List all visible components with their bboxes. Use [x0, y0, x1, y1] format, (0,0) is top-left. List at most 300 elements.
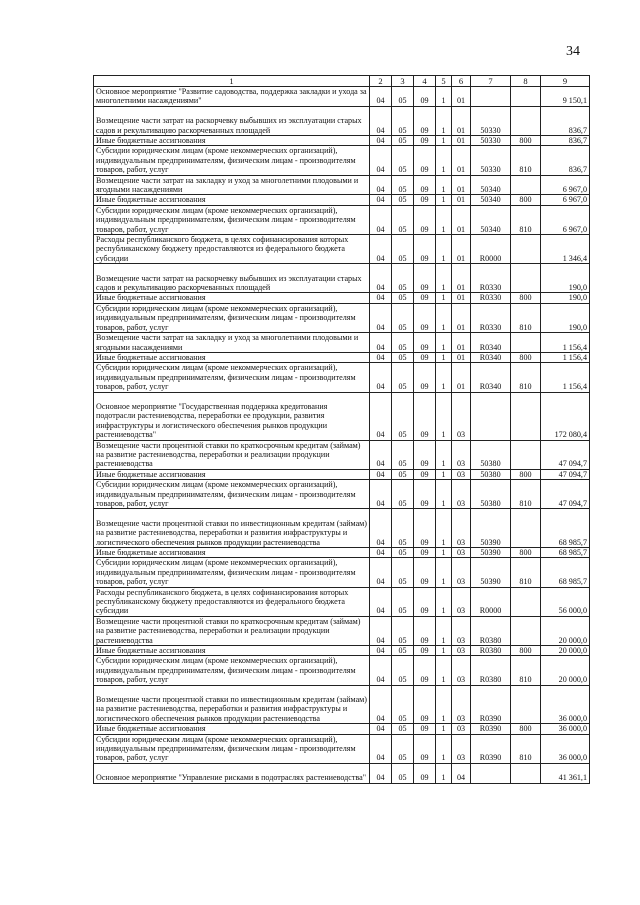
cell-col-2: 04: [370, 734, 392, 763]
cell-col-4: 09: [414, 293, 436, 303]
cell-col-2: 04: [370, 195, 392, 205]
row-description: Субсидии юридическим лицам (кроме некоммерческих организаций), индивидуальным предпринимателям, физическим лицам - производителям товаров, работ, услуг: [94, 480, 370, 509]
table-row: [94, 587, 590, 616]
cell-col-9: 9 150,1: [541, 87, 590, 107]
cell-col-4: 09: [414, 106, 436, 135]
cell-col-9: 68 985,7: [541, 547, 590, 557]
cell-col-5: 1: [436, 136, 452, 146]
cell-col-2: 04: [370, 146, 392, 175]
cell-col-4: 09: [414, 646, 436, 656]
cell-col-3: 05: [392, 558, 414, 587]
cell-col-2: 04: [370, 235, 392, 264]
cell-col-4: 09: [414, 509, 436, 548]
table-row: [94, 547, 590, 557]
cell-col-6: 01: [452, 146, 471, 175]
row-description: Иные бюджетные ассигнования: [94, 547, 370, 557]
cell-col-3: 05: [392, 352, 414, 362]
cell-col-3: 05: [392, 264, 414, 293]
cell-col-3: 05: [392, 616, 414, 645]
cell-col-2: 04: [370, 587, 392, 616]
cell-col-7: 50390: [471, 547, 511, 557]
cell-col-2: 04: [370, 205, 392, 234]
cell-col-2: 04: [370, 136, 392, 146]
table-row: [94, 763, 590, 783]
row-description: Иные бюджетные ассигнования: [94, 724, 370, 734]
cell-col-9: 20 000,0: [541, 656, 590, 685]
cell-col-6: 03: [452, 646, 471, 656]
cell-col-9: 1 156,4: [541, 333, 590, 353]
cell-col-2: 04: [370, 724, 392, 734]
cell-col-4: 09: [414, 392, 436, 440]
column-header-7: 7: [471, 76, 511, 87]
cell-col-6: 03: [452, 509, 471, 548]
cell-col-6: 03: [452, 656, 471, 685]
cell-col-7: R0000: [471, 587, 511, 616]
cell-col-5: 1: [436, 763, 452, 783]
cell-col-7: R0390: [471, 724, 511, 734]
cell-col-5: 1: [436, 480, 452, 509]
cell-col-9: 836,7: [541, 136, 590, 146]
cell-col-2: 04: [370, 656, 392, 685]
cell-col-6: 03: [452, 724, 471, 734]
cell-col-7: R0390: [471, 685, 511, 724]
cell-col-5: 1: [436, 392, 452, 440]
row-description: Расходы республиканского бюджета, в целях софинансирования которых республиканскому бюджету предоставляются из федерального бюджета субсидии: [94, 587, 370, 616]
cell-col-6: 01: [452, 205, 471, 234]
cell-col-3: 05: [392, 195, 414, 205]
cell-col-9: 20 000,0: [541, 616, 590, 645]
cell-col-9: 68 985,7: [541, 558, 590, 587]
cell-col-5: 1: [436, 469, 452, 479]
cell-col-7: 50330: [471, 136, 511, 146]
cell-col-9: 36 000,0: [541, 734, 590, 763]
cell-col-3: 05: [392, 175, 414, 195]
cell-col-7: 50340: [471, 175, 511, 195]
table-row: [94, 136, 590, 146]
cell-col-9: 190,0: [541, 303, 590, 332]
cell-col-8: 810: [511, 146, 541, 175]
cell-col-6: 01: [452, 264, 471, 293]
cell-col-8: [511, 509, 541, 548]
cell-col-5: 1: [436, 106, 452, 135]
cell-col-8: 800: [511, 352, 541, 362]
cell-col-2: 04: [370, 264, 392, 293]
row-description: Возмещение части процентной ставки по инвестиционным кредитам (займам) на развитие растениеводства, переработки и развития инфраструктуры и логистического обеспечения рынков продукции растениеводства: [94, 509, 370, 548]
column-header-3: 3: [392, 76, 414, 87]
cell-col-6: 01: [452, 303, 471, 332]
cell-col-8: [511, 175, 541, 195]
row-description: Субсидии юридическим лицам (кроме некоммерческих организаций), индивидуальным предпринимателям, физическим лицам - производителям товаров, работ, услуг: [94, 205, 370, 234]
table-row: [94, 480, 590, 509]
table-body: [94, 87, 590, 784]
cell-col-5: 1: [436, 558, 452, 587]
cell-col-7: R0390: [471, 734, 511, 763]
cell-col-2: 04: [370, 363, 392, 392]
row-description: Основное мероприятие "Развитие садоводства, поддержка закладки и ухода за многолетними насаждениями": [94, 87, 370, 107]
cell-col-5: 1: [436, 440, 452, 469]
row-description: Иные бюджетные ассигнования: [94, 352, 370, 362]
cell-col-4: 09: [414, 352, 436, 362]
cell-col-8: [511, 587, 541, 616]
row-description: Иные бюджетные ассигнования: [94, 136, 370, 146]
cell-col-7: R0330: [471, 293, 511, 303]
cell-col-3: 05: [392, 106, 414, 135]
cell-col-5: 1: [436, 734, 452, 763]
cell-col-9: 36 000,0: [541, 685, 590, 724]
cell-col-7: 50390: [471, 558, 511, 587]
cell-col-8: [511, 264, 541, 293]
cell-col-3: 05: [392, 440, 414, 469]
cell-col-8: [511, 106, 541, 135]
row-description: Возмещение части затрат на раскорчевку выбывших из эксплуатации старых садов и рекультивацию раскорчеванных площадей: [94, 106, 370, 135]
cell-col-2: 04: [370, 558, 392, 587]
cell-col-4: 09: [414, 734, 436, 763]
cell-col-8: [511, 440, 541, 469]
column-header-8: 8: [511, 76, 541, 87]
cell-col-3: 05: [392, 303, 414, 332]
cell-col-2: 04: [370, 616, 392, 645]
cell-col-8: 800: [511, 547, 541, 557]
table-row: [94, 264, 590, 293]
row-description: Возмещение части затрат на раскорчевку выбывших из эксплуатации старых садов и рекультивацию раскорчеванных площадей: [94, 264, 370, 293]
table-row: [94, 235, 590, 264]
cell-col-4: 09: [414, 469, 436, 479]
cell-col-4: 09: [414, 146, 436, 175]
cell-col-7: R0340: [471, 333, 511, 353]
cell-col-8: 810: [511, 205, 541, 234]
cell-col-9: 6 967,0: [541, 175, 590, 195]
column-header-9: 9: [541, 76, 590, 87]
row-description: Субсидии юридическим лицам (кроме некоммерческих организаций), индивидуальным предпринимателям, физическим лицам - производителям товаров, работ, услуг: [94, 303, 370, 332]
cell-col-4: 09: [414, 87, 436, 107]
cell-col-3: 05: [392, 333, 414, 353]
cell-col-6: 03: [452, 685, 471, 724]
table-row: [94, 734, 590, 763]
cell-col-6: 01: [452, 87, 471, 107]
cell-col-3: 05: [392, 293, 414, 303]
cell-col-7: R0330: [471, 303, 511, 332]
cell-col-8: 810: [511, 558, 541, 587]
cell-col-4: 09: [414, 616, 436, 645]
cell-col-8: [511, 235, 541, 264]
cell-col-5: 1: [436, 587, 452, 616]
cell-col-2: 04: [370, 392, 392, 440]
cell-col-9: 20 000,0: [541, 646, 590, 656]
cell-col-5: 1: [436, 616, 452, 645]
cell-col-5: 1: [436, 87, 452, 107]
column-header-6: 6: [452, 76, 471, 87]
cell-col-3: 05: [392, 724, 414, 734]
cell-col-4: 09: [414, 440, 436, 469]
cell-col-8: 800: [511, 724, 541, 734]
cell-col-3: 05: [392, 469, 414, 479]
cell-col-8: [511, 616, 541, 645]
cell-col-9: 68 985,7: [541, 509, 590, 548]
cell-col-2: 04: [370, 333, 392, 353]
cell-col-7: R0340: [471, 363, 511, 392]
cell-col-6: 01: [452, 175, 471, 195]
cell-col-3: 05: [392, 509, 414, 548]
table-row: [94, 333, 590, 353]
table-row: [94, 685, 590, 724]
cell-col-7: 50380: [471, 440, 511, 469]
cell-col-6: 01: [452, 333, 471, 353]
cell-col-3: 05: [392, 363, 414, 392]
table-row: [94, 558, 590, 587]
row-description: Возмещение части затрат на закладку и уход за многолетними плодовыми и ягодными насаждениями: [94, 175, 370, 195]
cell-col-5: 1: [436, 547, 452, 557]
cell-col-9: 1 156,4: [541, 363, 590, 392]
cell-col-2: 04: [370, 303, 392, 332]
cell-col-3: 05: [392, 392, 414, 440]
cell-col-2: 04: [370, 480, 392, 509]
cell-col-7: R0380: [471, 616, 511, 645]
cell-col-5: 1: [436, 146, 452, 175]
cell-col-7: R0380: [471, 646, 511, 656]
cell-col-6: 04: [452, 763, 471, 783]
cell-col-3: 05: [392, 547, 414, 557]
cell-col-6: 03: [452, 469, 471, 479]
row-description: Иные бюджетные ассигнования: [94, 293, 370, 303]
cell-col-3: 05: [392, 656, 414, 685]
cell-col-6: 01: [452, 235, 471, 264]
cell-col-2: 04: [370, 763, 392, 783]
cell-col-7: 50330: [471, 106, 511, 135]
row-description: Основное мероприятие "Управление рисками в подотраслях растениеводства": [94, 763, 370, 783]
cell-col-6: 01: [452, 352, 471, 362]
cell-col-9: 190,0: [541, 264, 590, 293]
cell-col-9: 172 080,4: [541, 392, 590, 440]
cell-col-9: 1 346,4: [541, 235, 590, 264]
cell-col-3: 05: [392, 235, 414, 264]
cell-col-4: 09: [414, 195, 436, 205]
cell-col-4: 09: [414, 303, 436, 332]
cell-col-8: [511, 392, 541, 440]
cell-col-5: 1: [436, 509, 452, 548]
cell-col-9: 6 967,0: [541, 195, 590, 205]
cell-col-4: 09: [414, 656, 436, 685]
cell-col-9: 836,7: [541, 106, 590, 135]
table-row: [94, 509, 590, 548]
cell-col-3: 05: [392, 136, 414, 146]
cell-col-6: 03: [452, 587, 471, 616]
cell-col-9: 6 967,0: [541, 205, 590, 234]
cell-col-6: 03: [452, 734, 471, 763]
row-description: Субсидии юридическим лицам (кроме некоммерческих организаций), индивидуальным предпринимателям, физическим лицам - производителям товаров, работ, услуг: [94, 558, 370, 587]
cell-col-6: 01: [452, 136, 471, 146]
cell-col-8: [511, 87, 541, 107]
table-row: [94, 616, 590, 645]
row-description: Субсидии юридическим лицам (кроме некоммерческих организаций), индивидуальным предпринимателям, физическим лицам - производителям товаров, работ, услуг: [94, 656, 370, 685]
cell-col-6: 03: [452, 480, 471, 509]
cell-col-6: 03: [452, 547, 471, 557]
cell-col-9: 190,0: [541, 293, 590, 303]
cell-col-8: 810: [511, 480, 541, 509]
cell-col-6: 03: [452, 440, 471, 469]
table-row: [94, 440, 590, 469]
cell-col-7: 50330: [471, 146, 511, 175]
cell-col-8: 800: [511, 136, 541, 146]
row-description: Основное мероприятие "Государственная поддержка кредитования подотрасли растениеводства, переработки ее продукции, развития инфраструктуры и логистического обеспечения рынков продукции растениеводства": [94, 392, 370, 440]
cell-col-4: 09: [414, 205, 436, 234]
cell-col-3: 05: [392, 87, 414, 107]
cell-col-5: 1: [436, 175, 452, 195]
cell-col-4: 09: [414, 480, 436, 509]
cell-col-8: 810: [511, 303, 541, 332]
cell-col-7: 50380: [471, 480, 511, 509]
cell-col-7: 50340: [471, 195, 511, 205]
table-header-row: [94, 76, 590, 87]
cell-col-2: 04: [370, 685, 392, 724]
cell-col-6: 03: [452, 392, 471, 440]
table-row: [94, 352, 590, 362]
table-row: [94, 656, 590, 685]
cell-col-5: 1: [436, 293, 452, 303]
row-description: Иные бюджетные ассигнования: [94, 469, 370, 479]
table-row: [94, 195, 590, 205]
cell-col-5: 1: [436, 303, 452, 332]
cell-col-5: 1: [436, 656, 452, 685]
cell-col-3: 05: [392, 763, 414, 783]
cell-col-8: [511, 763, 541, 783]
cell-col-5: 1: [436, 724, 452, 734]
cell-col-6: 03: [452, 616, 471, 645]
cell-col-7: R0340: [471, 352, 511, 362]
cell-col-2: 04: [370, 469, 392, 479]
cell-col-6: 03: [452, 558, 471, 587]
table-row: [94, 87, 590, 107]
cell-col-8: 810: [511, 656, 541, 685]
row-description: Возмещение части процентной ставки по инвестиционным кредитам (займам) на развитие растениеводства, переработки и развития инфраструктуры и логистического обеспечения рынков продукции растениеводства: [94, 685, 370, 724]
row-description: Субсидии юридическим лицам (кроме некоммерческих организаций), индивидуальным предпринимателям, физическим лицам - производителям товаров, работ, услуг: [94, 146, 370, 175]
cell-col-7: 50340: [471, 205, 511, 234]
table-row: [94, 724, 590, 734]
cell-col-2: 04: [370, 175, 392, 195]
cell-col-6: 01: [452, 106, 471, 135]
cell-col-3: 05: [392, 734, 414, 763]
cell-col-2: 04: [370, 87, 392, 107]
cell-col-4: 09: [414, 136, 436, 146]
cell-col-3: 05: [392, 480, 414, 509]
column-header-4: 4: [414, 76, 436, 87]
cell-col-7: [471, 763, 511, 783]
cell-col-4: 09: [414, 264, 436, 293]
cell-col-8: [511, 685, 541, 724]
cell-col-7: 50390: [471, 509, 511, 548]
cell-col-4: 09: [414, 175, 436, 195]
cell-col-9: 47 094,7: [541, 469, 590, 479]
cell-col-4: 09: [414, 235, 436, 264]
cell-col-4: 09: [414, 333, 436, 353]
cell-col-3: 05: [392, 205, 414, 234]
row-description: Субсидии юридическим лицам (кроме некоммерческих организаций), индивидуальным предпринимателям, физическим лицам - производителям товаров, работ, услуг: [94, 363, 370, 392]
cell-col-4: 09: [414, 587, 436, 616]
row-description: Возмещение части процентной ставки по краткосрочным кредитам (займам) на развитие растениеводства, переработки и реализации продукции растениеводства: [94, 440, 370, 469]
row-description: Расходы республиканского бюджета, в целях софинансирования которых республиканскому бюджету предоставляются из федерального бюджета субсидии: [94, 235, 370, 264]
cell-col-2: 04: [370, 646, 392, 656]
cell-col-8: 800: [511, 469, 541, 479]
cell-col-2: 04: [370, 293, 392, 303]
table-row: [94, 146, 590, 175]
table-row: [94, 205, 590, 234]
table-row: [94, 363, 590, 392]
table-row: [94, 106, 590, 135]
cell-col-5: 1: [436, 264, 452, 293]
cell-col-7: R0380: [471, 656, 511, 685]
cell-col-9: 836,7: [541, 146, 590, 175]
cell-col-8: 800: [511, 646, 541, 656]
row-description: Возмещение части процентной ставки по краткосрочным кредитам (займам) на развитие растениеводства, переработки и реализации продукции растениеводства: [94, 616, 370, 645]
cell-col-7: R0330: [471, 264, 511, 293]
cell-col-7: [471, 87, 511, 107]
cell-col-4: 09: [414, 763, 436, 783]
cell-col-5: 1: [436, 363, 452, 392]
cell-col-8: [511, 333, 541, 353]
cell-col-9: 41 361,1: [541, 763, 590, 783]
cell-col-8: 800: [511, 293, 541, 303]
cell-col-5: 1: [436, 333, 452, 353]
cell-col-6: 01: [452, 195, 471, 205]
row-description: Иные бюджетные ассигнования: [94, 195, 370, 205]
column-header-1: 1: [94, 76, 370, 87]
cell-col-3: 05: [392, 146, 414, 175]
row-description: Иные бюджетные ассигнования: [94, 646, 370, 656]
page-number: 34: [566, 44, 580, 59]
cell-col-3: 05: [392, 685, 414, 724]
cell-col-9: 47 094,7: [541, 440, 590, 469]
cell-col-9: 36 000,0: [541, 724, 590, 734]
cell-col-7: R0000: [471, 235, 511, 264]
table-row: [94, 175, 590, 195]
cell-col-3: 05: [392, 587, 414, 616]
cell-col-2: 04: [370, 547, 392, 557]
column-header-2: 2: [370, 76, 392, 87]
table-row: [94, 469, 590, 479]
cell-col-9: 56 000,0: [541, 587, 590, 616]
table-row: [94, 293, 590, 303]
cell-col-2: 04: [370, 509, 392, 548]
cell-col-5: 1: [436, 352, 452, 362]
cell-col-2: 04: [370, 106, 392, 135]
cell-col-7: 50380: [471, 469, 511, 479]
cell-col-5: 1: [436, 195, 452, 205]
cell-col-9: 1 156,4: [541, 352, 590, 362]
cell-col-8: 810: [511, 363, 541, 392]
cell-col-6: 01: [452, 363, 471, 392]
cell-col-4: 09: [414, 558, 436, 587]
cell-col-6: 01: [452, 293, 471, 303]
table-row: [94, 392, 590, 440]
column-header-5: 5: [436, 76, 452, 87]
cell-col-4: 09: [414, 363, 436, 392]
cell-col-2: 04: [370, 352, 392, 362]
cell-col-9: 47 094,7: [541, 480, 590, 509]
cell-col-5: 1: [436, 646, 452, 656]
cell-col-4: 09: [414, 547, 436, 557]
budget-table: [93, 75, 590, 784]
cell-col-7: [471, 392, 511, 440]
cell-col-4: 09: [414, 685, 436, 724]
cell-col-5: 1: [436, 685, 452, 724]
row-description: Субсидии юридическим лицам (кроме некоммерческих организаций), индивидуальным предпринимателям, физическим лицам - производителям товаров, работ, услуг: [94, 734, 370, 763]
cell-col-5: 1: [436, 205, 452, 234]
table-row: [94, 646, 590, 656]
cell-col-5: 1: [436, 235, 452, 264]
row-description: Возмещение части затрат на закладку и уход за многолетними плодовыми и ягодными насаждениями: [94, 333, 370, 353]
cell-col-4: 09: [414, 724, 436, 734]
cell-col-2: 04: [370, 440, 392, 469]
table-row: [94, 303, 590, 332]
